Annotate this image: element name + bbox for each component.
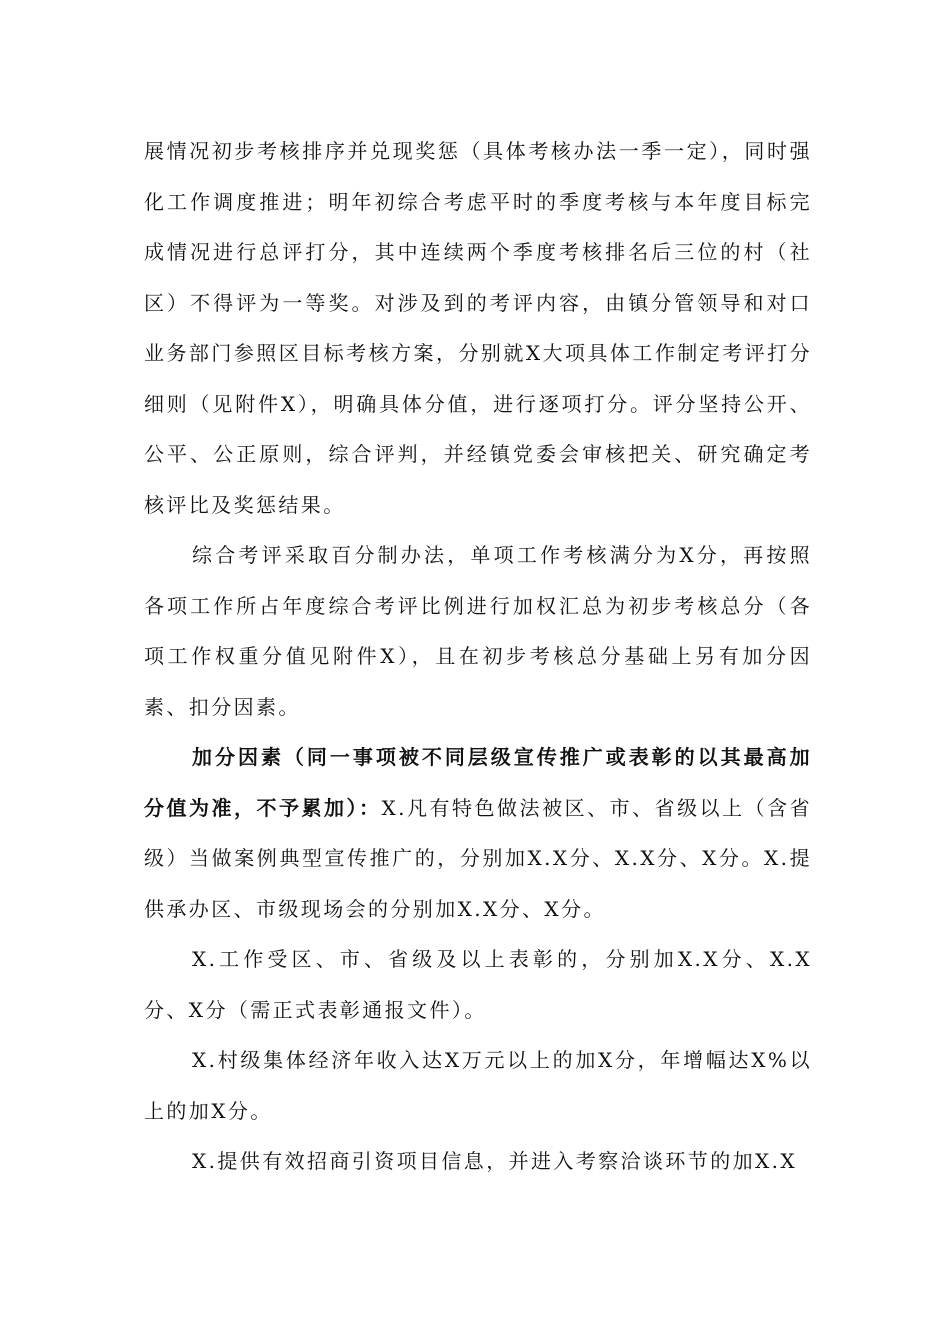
paragraph-1: [144, 126, 812, 530]
paragraph-5: [144, 1035, 812, 1136]
paragraph-4-text: X.工作受区、市、省级及以上表彰的，分别加X.X分、X.X分、X分（需正式表彰通报文件）。: [144, 947, 812, 1022]
paragraph-4: [144, 934, 812, 1035]
paragraph-2-text: 综合考评采取百分制办法，单项工作考核满分为X分，再按照各项工作所占年度综合考评比例进行加权汇总为初步考核总分（各项工作权重分值见附件X），且在初步考核总分基础上另有加分因素、扣分因素。: [144, 543, 812, 719]
paragraph-3-text: X.凡有特色做法被区、市、省级以上（含省级）当做案例典型宣传推广的，分别加X.X分、X.X分、X分。X.提供承办区、市级现场会的分别加X.X分、X分。: [144, 795, 812, 921]
paragraph-6: [144, 1136, 812, 1187]
paragraph-6-text: X.提供有效招商引资项目信息，并进入考察洽谈环节的加X.X: [192, 1149, 798, 1173]
paragraph-3: [144, 732, 812, 934]
paragraph-1-text: 展情况初步考核排序并兑现奖惩（具体考核办法一季一定），同时强化工作调度推进；明年初综合考虑平时的季度考核与本年度目标完成情况进行总评打分，其中连续两个季度考核排名后三位的村（社区）不得评为一等奖。对涉及到的考评内容，由镇分管领导和对口业务部门参照区目标考核方案，分别就X大项具体工作制定考评打分细则（见附件X），明确具体分值，进行逐项打分。评分坚持公开、公平、公正原则，综合评判，并经镇党委会审核把关、研究确定考核评比及奖惩结果。: [144, 139, 812, 517]
paragraph-3-bold-lead: 加分因素（同一事项被不同层级宣传推广或表彰的以其最高加分值为准，不予累加）：: [144, 745, 812, 820]
paragraph-5-text: X.村级集体经济年收入达X万元以上的加X分，年增幅达X%以上的加X分。: [144, 1048, 812, 1123]
document-body: [144, 126, 812, 1187]
paragraph-2: [144, 530, 812, 732]
